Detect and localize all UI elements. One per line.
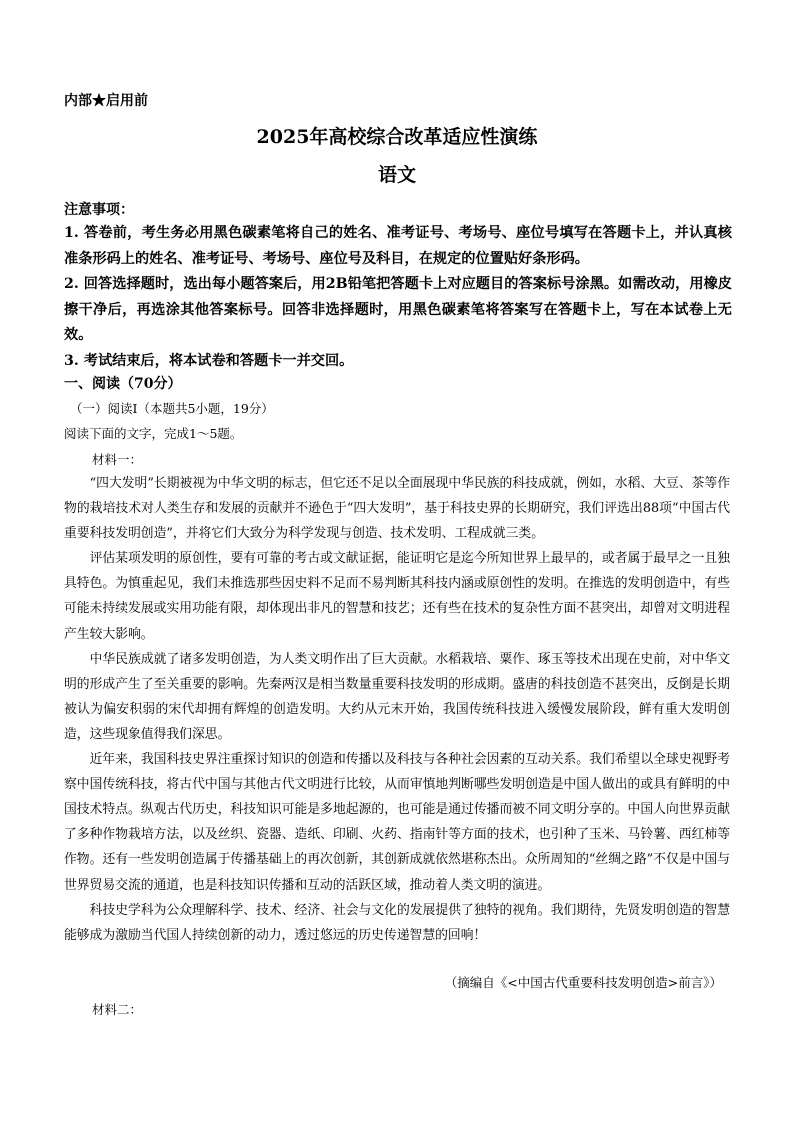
- confidential-tag: 内部★启用前: [64, 93, 148, 109]
- exam-title: 2025年高校综合改革适应性演练: [256, 126, 538, 148]
- notes-list: [64, 221, 732, 374]
- sub-section-heading: （一）阅读Ⅰ（本题共5小题，19分）: [70, 401, 274, 416]
- paragraph: “四大发明”长期被视为中华文明的标志，但它还不足以全面展现中华民族的科技成就，例如，水稻、大豆、茶等作物的栽培技术对人类生存和发展的贡献并不逊色于“四大发明”，基于科技史界的长期研究，我们评选出88项“中国古代重要科技发明创造”，并将它们大致分为科学发现与创造、技术发明、工程成就三类。: [64, 476, 730, 542]
- material-one-label: 材料一：: [92, 452, 143, 467]
- source-citation: （摘编自《<中国古代重要科技发明创造>前言》）: [444, 975, 722, 990]
- note-item: 1. 答卷前，考生务必用黑色碳素笔将自己的姓名、准考证号、考场号、座位号填写在答题卡上，并认真核准条形码上的姓名、准考证号、考场号、座位号及科目，在规定的位置贴好条形码。: [64, 225, 732, 267]
- section-heading: 一、阅读（70分）: [64, 376, 182, 392]
- paragraph: 近年来，我国科技史界注重探讨知识的创造和传播以及科技与各种社会因素的互动关系。我们希望以全球史视野考察中国传统科技，将古代中国与其他古代文明进行比较，从而审慎地判断哪些发明创造是中国人做出的或具有鲜明的中国技术特点。纵观古代历史，科技知识可能是多地起源的，也可能是通过传播而被不同文明分享的。中国人向世界贡献了多种作物栽培方法，以及丝织、瓷器、造纸、印刷、火药、指南针等方面的技术，也引种了玉米、马铃薯、西红柿等作物。还有一些发明创造属于传播基础上的再次创新，其创新成就依然堪称杰出。众所周知的“丝绸之路”不仅是中国与世界贸易交流的通道，也是科技知识传播和互动的活跃区域，推动着人类文明的演进。: [64, 752, 730, 893]
- reading-instruction: 阅读下面的文字，完成1～5题。: [64, 426, 243, 441]
- paragraph: 评估某项发明的原创性，要有可靠的考古或文献证据，能证明它是迄今所知世界上最早的，或者属于最早之一且独具特色。为慎重起见，我们未推选那些因史料不足而不易判断其科技内涵或原创性的发明。在推选的发明创造中，有些可能未持续发展或实用功能有限，却体现出非凡的智慧和技艺；还有些在技术的复杂性方面不甚突出，却曾对文明进程产生较大影响。: [64, 551, 730, 642]
- material-one-text: [64, 471, 730, 948]
- note-item: 3. 考试结束后，将本试卷和答题卡一并交回。: [64, 352, 354, 369]
- notes-heading: 注意事项：: [64, 202, 134, 218]
- subject-title: 语文: [377, 164, 416, 186]
- paragraph: 中华民族成就了诸多发明创造，为人类文明作出了巨大贡献。水稻栽培、粟作、琢玉等技术出现在史前，对中华文明的形成产生了至关重要的影响。先秦两汉是相当数量重要科技发明的形成期。盛唐的科技创造不甚突出，反倒是长期被认为偏安积弱的宋代却拥有辉煌的创造发明。大约从元末开始，我国传统科技进入缓慢发展阶段，鲜有重大发明创造，这些现象值得我们深思。: [64, 651, 730, 742]
- note-item: 2. 回答选择题时，选出每小题答案后，用2B铅笔把答题卡上对应题目的答案标号涂黑。如需改动，用橡皮擦干净后，再选涂其他答案标号。回答非选择题时，用黑色碳素笔将答案写在答题卡上，写在本试卷上无效。: [64, 276, 732, 343]
- paragraph: 科技史学科为公众理解科学、技术、经济、社会与文化的发展提供了独特的视角。我们期待，先贤发明创造的智慧能够成为激励当代国人持续创新的动力，透过悠远的历史传递智慧的回响！: [64, 902, 730, 943]
- material-two-label: 材料二：: [92, 1002, 143, 1017]
